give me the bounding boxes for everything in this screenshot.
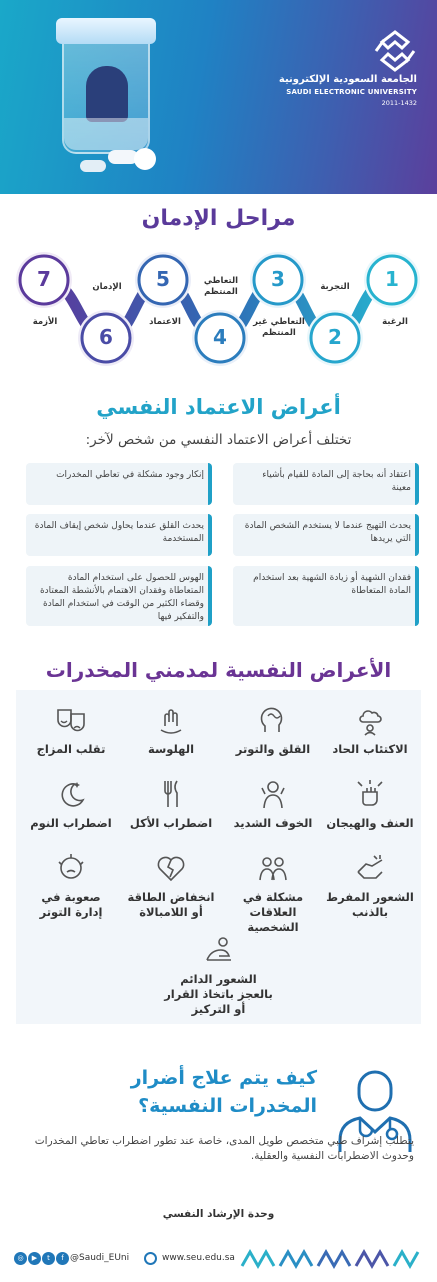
treatment-title: كيف يتم علاج أضرار المخدرات النفسية؟ — [130, 1067, 317, 1117]
psych-symptom — [126, 852, 216, 920]
psych-symptom — [26, 852, 116, 920]
stage-label: الرغبة — [382, 317, 408, 327]
psych-symptom-label: الشعور المفرط بالذنب — [326, 890, 414, 919]
pill-bottle-cap — [56, 18, 156, 44]
dependence-title: أعراض الاعتماد النفسي — [96, 395, 341, 419]
stage-number: 3 — [271, 267, 285, 291]
mood-masks-icon — [55, 704, 87, 736]
psych-symptom-label: الخوف الشديد — [233, 816, 313, 830]
globe-icon — [144, 1252, 157, 1265]
psych-title: الأعراض النفسية لمدمني المخدرات — [45, 658, 392, 682]
dependence-item: إنكار وجود مشكلة في تعاطي المخدرات — [26, 463, 212, 505]
psych-symptom — [228, 778, 318, 831]
psych-symptom — [126, 704, 216, 757]
psych-symptom-label: صعوبة في إدارة التوتر — [39, 890, 103, 919]
university-logo-icon — [372, 28, 418, 74]
relationships-people-icon — [257, 852, 289, 884]
dependence-subtitle: تختلف أعراض الاعتماد النفسي من شخص لآخر: — [85, 432, 352, 448]
dependence-item: يحدث القلق عندما يحاول شخص إيقاف المادة المستخدمة — [26, 514, 212, 556]
sleep-moon-icon — [55, 778, 87, 810]
addiction-stages — [0, 246, 437, 376]
university-name-arabic: الجامعة السعودية الإلكترونية — [278, 74, 417, 85]
stage-number: 5 — [156, 267, 170, 291]
psych-symptom — [325, 852, 415, 920]
psych-symptom — [161, 934, 276, 1017]
instagram-icon[interactable]: ◎ — [14, 1252, 27, 1265]
university-years: 2011-1432 — [381, 99, 417, 107]
guilt-hand-icon — [354, 852, 386, 884]
footer — [0, 1240, 437, 1282]
eating-utensils-icon — [155, 778, 187, 810]
pill-icon — [134, 148, 156, 170]
stage-label: الإدمان — [92, 282, 122, 292]
decorative-pattern — [240, 1248, 420, 1270]
stage-label: التعاطي غير المنتظم — [253, 317, 305, 338]
psych-symptom-label: العنف والهيجان — [326, 816, 414, 830]
stage-number: 6 — [99, 325, 113, 349]
psych-symptom-label: تقلب المزاج — [36, 742, 106, 756]
broken-heart-icon — [155, 852, 187, 884]
psych-symptom-label: الاكتئاب الحاد — [332, 742, 408, 756]
psych-symptom-label: القلق والتوتر — [235, 742, 311, 756]
psych-symptoms-panel — [16, 690, 421, 1024]
psych-symptom-label: اضطراب الأكل — [129, 816, 213, 830]
dependence-item: اعتقاد أنه بحاجة إلى المادة للقيام بأشياء معينة — [233, 463, 419, 505]
water-illustration — [64, 118, 148, 150]
psych-symptom-label: الهلوسة — [147, 742, 195, 756]
facebook-icon[interactable]: f — [56, 1252, 69, 1265]
psych-symptom-label: انخفاض الطاقة أو اللامبالاة — [127, 890, 215, 919]
stage-label: الاعتماد — [149, 317, 181, 327]
twitter-icon[interactable]: t — [42, 1252, 55, 1265]
sad-person-illustration — [86, 66, 128, 122]
stage-number: 1 — [385, 267, 399, 291]
psych-symptom — [325, 778, 415, 831]
stage-number: 2 — [328, 325, 342, 349]
website-link[interactable]: www.seu.edu.sa — [162, 1253, 235, 1263]
header-banner — [0, 0, 437, 194]
hallucination-hand-icon — [155, 704, 187, 736]
stage-label: الأزمة — [32, 317, 58, 327]
psych-symptom — [26, 704, 116, 757]
pill-icon — [80, 160, 106, 172]
stages-title: مراحل الإدمان — [141, 206, 296, 231]
psych-symptom — [26, 778, 116, 831]
stage-number: 7 — [37, 267, 51, 291]
treatment-body: يتطلب إشراف طبي متخصص طويل المدى، خاصة عند تطور اضطراب تعاطي المخدرات وحدوث الاضطرابات النفسية والعقلية. — [34, 1135, 414, 1162]
psych-symptom-label: الشعور الدائم بالعجز باتخاذ القرار أو التركيز — [164, 972, 273, 1016]
psych-symptom — [228, 704, 318, 757]
dependence-item: فقدان الشهية أو زيادة الشهية بعد استخدام المادة المتعاطاة — [233, 566, 419, 626]
psych-symptom — [325, 704, 415, 757]
psych-symptom-label: اضطراب النوم — [30, 816, 112, 830]
fear-person-icon — [257, 778, 289, 810]
psych-symptom — [228, 852, 318, 935]
youtube-icon[interactable]: ▶ — [28, 1252, 41, 1265]
dependence-item: يحدث التهيج عندما لا يستخدم الشخص المادة التي يريدها — [233, 514, 419, 556]
violence-fist-icon — [354, 778, 386, 810]
stress-head-icon — [55, 852, 87, 884]
psych-symptom-label: مشكلة في العلاقات الشخصية — [242, 890, 304, 934]
depression-cloud-icon — [354, 704, 386, 736]
unit-name: وحدة الإرشاد النفسي — [162, 1208, 275, 1220]
stage-number: 4 — [213, 325, 227, 349]
stage-label: التجربة — [320, 282, 350, 292]
university-name-english: SAUDI ELECTRONIC UNIVERSITY — [286, 88, 417, 96]
dependence-item: الهوس للحصول على استخدام المادة المتعاطاة وفقدان الاهتمام بالأنشطة المعتادة وقضاء الكثير من الوقت في استخدام المادة والتفكير فيها — [26, 566, 212, 626]
anxiety-head-icon — [257, 704, 289, 736]
stage-label: التعاطي المنتظم — [203, 276, 239, 297]
stages-chain-graphic — [0, 246, 437, 376]
helpless-person-icon — [203, 934, 235, 966]
psych-symptom — [126, 778, 216, 831]
social-handle[interactable]: @Saudi_EUni — [70, 1253, 130, 1263]
